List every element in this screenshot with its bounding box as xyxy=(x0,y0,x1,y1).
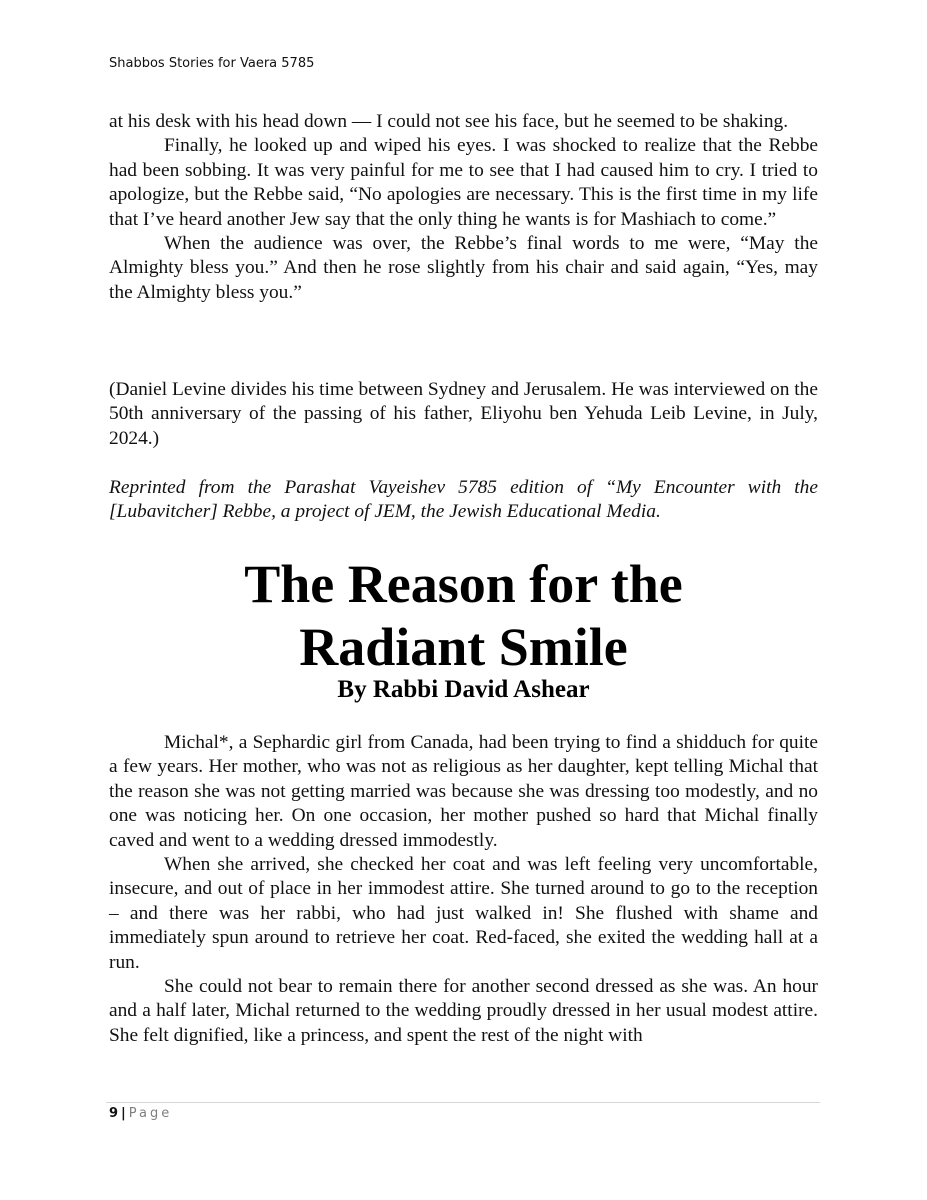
reprint-credit-text: Reprinted from the Parashat Vayeishev 5785 edition of “My Encounter with the [Lubavitcher] Rebbe, a project of JEM, the Jewish Educational Media. xyxy=(109,477,818,523)
story-continuation xyxy=(109,110,818,305)
article-title-line-1: The Reason for the xyxy=(244,554,683,614)
paragraph: She could not bear to remain there for another second dressed as she was. An hour and a half later, Michal returned to the wedding proudly dressed in her usual modest attire. She felt dignified, like a princess, and spent the rest of the night with xyxy=(109,976,818,1046)
paragraph: When she arrived, she checked her coat and was left feeling very uncomfortable, insecure, and out of place in her immodest attire. She turned around to go to the reception – and there was her rabbi, who had just walked in! She flushed with shame and immediately spun around to retrieve her coat. Red-faced, she exited the wedding hall at a run. xyxy=(109,854,818,973)
article-title-line-2: Radiant Smile xyxy=(299,617,628,677)
running-header: Shabbos Stories for Vaera 5785 xyxy=(109,56,315,71)
author-note xyxy=(109,378,818,451)
reprint-credit xyxy=(109,476,818,525)
author-note-text: (Daniel Levine divides his time between Sydney and Jerusalem. He was interviewed on the 50th anniversary of the passing of his father, Eliyohu ben Yehuda Leib Levine, in July, 2024.) xyxy=(109,379,818,449)
footer-separator: | xyxy=(121,1106,126,1121)
article-byline: By Rabbi David Ashear xyxy=(337,676,590,703)
footer-divider xyxy=(106,1102,820,1103)
page-number: 9 xyxy=(109,1106,119,1121)
page-label: Page xyxy=(128,1106,173,1121)
article-title xyxy=(0,553,927,679)
paragraph: When the audience was over, the Rebbe’s final words to me were, “May the Almighty bless you.” And then he rose slightly from his chair and said again, “Yes, may the Almighty bless you.” xyxy=(109,233,818,303)
page-footer xyxy=(109,1106,172,1121)
paragraph: Michal*, a Sephardic girl from Canada, had been trying to find a shidduch for quite a few years. Her mother, who was not as religious as her daughter, kept telling Michal that the reason she was not getting married was because she was dressing too modestly, and no one was noticing her. On one occasion, her mother pushed so hard that Michal finally caved and went to a wedding dressed immodestly. xyxy=(109,732,818,851)
paragraph: Finally, he looked up and wiped his eyes. I was shocked to realize that the Rebbe had been sobbing. It was very painful for me to see that I had caused him to cry. I tried to apologize, but the Rebbe said, “No apologies are necessary. This is the first time in my life that I’ve heard another Jew say that the only thing he wants is for Mashiach to come.” xyxy=(109,135,818,230)
paragraph: at his desk with his head down — I could not see his face, but he seemed to be shaking. xyxy=(109,111,789,132)
article-body xyxy=(109,731,818,1048)
